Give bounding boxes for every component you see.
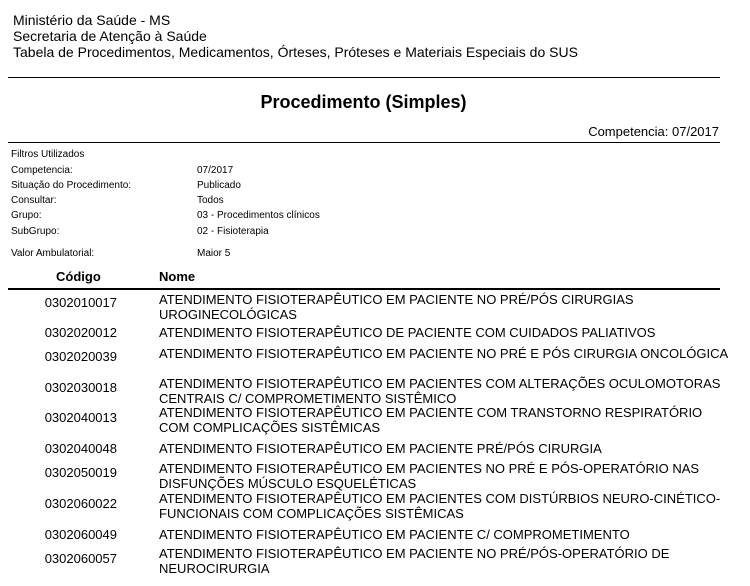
filters-heading: Filtros Utilizados bbox=[11, 149, 85, 160]
procedure-code: 0302010017 bbox=[44, 295, 117, 310]
competencia-label: Competencia: 07/2017 bbox=[588, 124, 719, 139]
procedure-name: ATENDIMENTO FISIOTERAPÊUTICO EM PACIENTES COM ALTERAÇÕES OCULOMOTORAS CENTRAIS C/ COMPROMETIMENTO SISTÊMICO bbox=[159, 376, 721, 406]
filter-value: Maior 5 bbox=[197, 248, 231, 259]
filter-value: Todos bbox=[197, 195, 224, 206]
column-header-name: Nome bbox=[159, 269, 196, 284]
header-secretariat: Secretaria de Atenção à Saúde bbox=[13, 28, 207, 44]
report-header bbox=[13, 12, 578, 60]
procedure-name: ATENDIMENTO FISIOTERAPÊUTICO EM PACIENTE C/ COMPROMETIMENTO bbox=[159, 527, 630, 542]
filter-value: 03 - Procedimentos clínicos bbox=[197, 210, 320, 221]
procedure-name: ATENDIMENTO FISIOTERAPÊUTICO EM PACIENTE PRÉ/PÓS CIRURGIA bbox=[159, 441, 602, 456]
filter-label: Consultar: bbox=[11, 195, 57, 206]
header-ministry: Ministério da Saúde - MS bbox=[13, 12, 171, 28]
procedure-code: 0302020012 bbox=[44, 325, 117, 340]
procedure-code: 0302040013 bbox=[44, 410, 117, 425]
procedure-code: 0302060022 bbox=[44, 496, 117, 511]
filter-label: Valor Ambulatorial: bbox=[11, 248, 95, 259]
filter-value: 02 - Fisioterapia bbox=[197, 226, 269, 237]
procedure-code: 0302020039 bbox=[44, 349, 117, 364]
filter-value: Publicado bbox=[197, 180, 241, 191]
procedure-name: ATENDIMENTO FISIOTERAPÊUTICO EM PACIENTE NO PRÉ E PÓS CIRURGIA ONCOLÓGICA bbox=[159, 346, 729, 361]
procedure-code: 0302040048 bbox=[44, 441, 117, 456]
procedure-code: 0302030018 bbox=[44, 380, 117, 395]
procedure-code: 0302050019 bbox=[44, 465, 117, 480]
procedure-name: ATENDIMENTO FISIOTERAPÊUTICO EM PACIENTE NO PRÉ/PÓS-OPERATÓRIO DE NEUROCIRURGIA bbox=[159, 546, 670, 576]
procedure-name: ATENDIMENTO FISIOTERAPÊUTICO EM PACIENTE NO PRÉ/PÓS CIRURGIAS UROGINECOLÓGICAS bbox=[159, 292, 634, 322]
procedure-name: ATENDIMENTO FISIOTERAPÊUTICO EM PACIENTES COM DISTÚRBIOS NEURO-CINÉTICO-FUNCIONAIS COM COMPLICAÇÕES SISTÊMICAS bbox=[159, 491, 721, 521]
procedure-name: ATENDIMENTO FISIOTERAPÊUTICO EM PACIENTES NO PRÉ E PÓS-OPERATÓRIO NAS DISFUNÇÕES MÚSCULO ESQUELÉTICAS bbox=[159, 461, 700, 491]
procedure-name: ATENDIMENTO FISIOTERAPÊUTICO DE PACIENTE COM CUIDADOS PALIATIVOS bbox=[159, 325, 656, 340]
procedure-name: ATENDIMENTO FISIOTERAPÊUTICO EM PACIENTE COM TRANSTORNO RESPIRATÓRIO COM COMPLICAÇÕES SISTÊMICAS bbox=[159, 405, 703, 435]
filter-label: Competencia: bbox=[11, 165, 73, 176]
filter-label: Situação do Procedimento: bbox=[11, 180, 132, 191]
table-header-divider bbox=[8, 288, 720, 290]
filter-label: Grupo: bbox=[11, 210, 42, 221]
header-table-name: Tabela de Procedimentos, Medicamentos, Órteses, Próteses e Materiais Especiais do SUS bbox=[13, 44, 578, 60]
procedure-code: 0302060057 bbox=[44, 551, 117, 566]
filter-value: 07/2017 bbox=[197, 165, 234, 176]
procedure-code: 0302060049 bbox=[44, 527, 117, 542]
page-title: Procedimento (Simples) bbox=[260, 92, 467, 112]
column-header-code: Código bbox=[56, 269, 101, 284]
title-divider bbox=[8, 142, 720, 143]
filter-label: SubGrupo: bbox=[11, 226, 60, 237]
header-divider bbox=[8, 77, 720, 78]
